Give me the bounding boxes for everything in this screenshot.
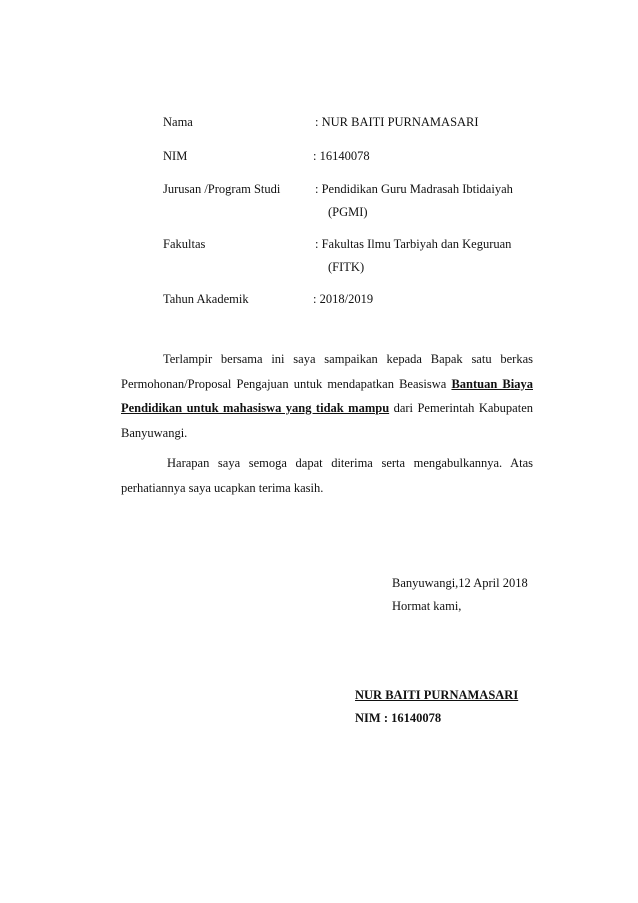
place-date: Banyuwangi,12 April 2018 <box>392 576 528 590</box>
field-label-jurusan: Jurusan /Program Studi <box>163 182 281 196</box>
paragraph-1-line-2 <box>121 372 533 397</box>
salutation: Hormat kami, <box>392 599 462 613</box>
paragraph-1-line-3 <box>121 396 533 421</box>
field-value-jurusan-cont: (PGMI) <box>328 205 368 219</box>
paragraph-1-line-4: Banyuwangi. <box>121 425 188 440</box>
signatory-nim: NIM : 16140078 <box>355 711 442 725</box>
field-value-nama: : NUR BAITI PURNAMASARI <box>315 115 479 129</box>
field-label-tahun: Tahun Akademik <box>163 292 249 306</box>
paragraph-2 <box>121 451 533 500</box>
paragraph-1-line-3-text: dari Pemerintah Kabupaten <box>393 401 533 415</box>
field-label-nim: NIM <box>163 149 188 163</box>
paragraph-2-line-2: perhatiannya saya ucapkan terima kasih. <box>121 480 324 495</box>
signatory-name: NUR BAITI PURNAMASARI <box>355 688 519 702</box>
field-value-fakultas: : Fakultas Ilmu Tarbiyah dan Keguruan <box>315 237 512 251</box>
paragraph-1 <box>121 347 533 445</box>
field-label-fakultas: Fakultas <box>163 237 206 251</box>
paragraph-1-line-2-text: Permohonan/Proposal Pengajuan untuk mendapatkan Beasiswa <box>121 376 447 391</box>
scholarship-name-part-2: Pendidikan untuk mahasiswa yang tidak mampu <box>121 401 390 415</box>
field-value-fakultas-cont: (FITK) <box>328 260 365 274</box>
scholarship-name-part-1: Bantuan Biaya <box>451 376 533 391</box>
field-label-nama: Nama <box>163 115 193 129</box>
paragraph-1-line-1: Terlampir bersama ini saya sampaikan kepada Bapak satu berkas <box>163 352 533 366</box>
paragraph-2-line-1: Harapan saya semoga dapat diterima serta mengabulkannya. Atas <box>167 456 533 470</box>
field-value-nim: : 16140078 <box>313 149 370 163</box>
field-value-tahun: : 2018/2019 <box>313 292 374 306</box>
field-value-jurusan: : Pendidikan Guru Madrasah Ibtidaiyah <box>315 182 513 196</box>
